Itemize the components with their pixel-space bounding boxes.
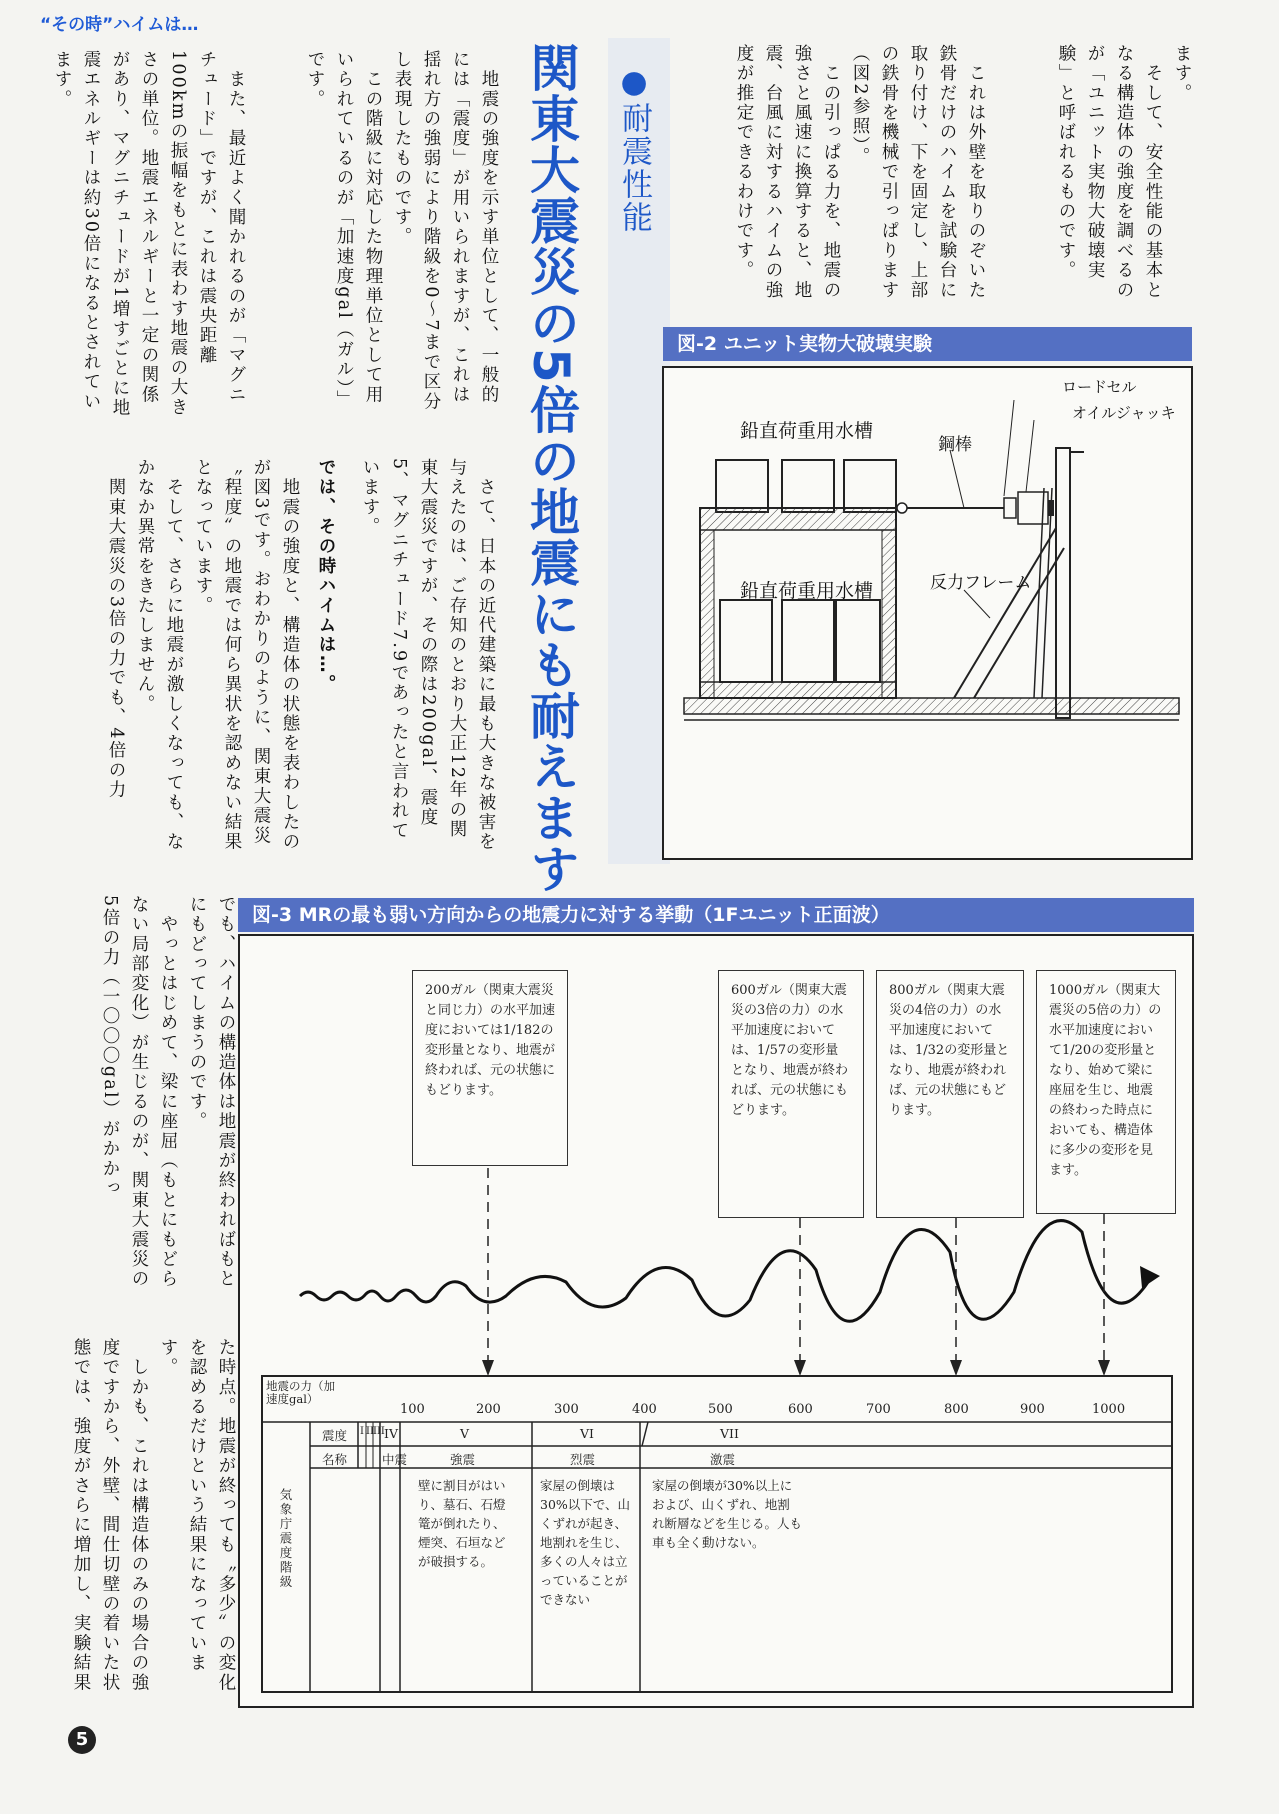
- name-vi: 烈震: [570, 1452, 596, 1467]
- intensity-vii: VII: [720, 1426, 739, 1441]
- body-column-2: これは外壁を取りのぞいた鉄骨だけのハイムを試験台に取り付け、下を固定し、上部の鉄骨を機械で引っぱります（図2参照）。 この引っぱる力を、地震の強さと風速に換算すると、地震、台風に対するハイムの強度が推定できるわけです。: [734, 44, 986, 301]
- body-column-4: また、最近よく聞かれるのが「マグニチュード」ですが、これは震央距離100kmの振幅をもとに表わす地震の大きさの単位。地震エネルギーと一定の関係があり、マグニチュードが1増すごとに地震エネルギーは約30倍になるとされています。: [52, 50, 246, 418]
- figure3-diagram: [238, 934, 1194, 1708]
- label-steel-bar: 鋼棒: [938, 435, 972, 455]
- scale-700: 700: [866, 1402, 891, 1417]
- page-number: 5: [68, 1726, 96, 1754]
- figure2-title: 図-2 ユニット実物大破壊実験: [663, 327, 1192, 361]
- body-column-8: た時点。地震が終っても〝多少〟の変化を認めるだけという結果になっています。 しかも、これは構造体のみの場合の強度ですから、外壁、間仕切壁の着いた状態では、強度がさらに増加し、実験結果: [71, 1338, 236, 1693]
- scale-1000: 1000: [1092, 1402, 1126, 1417]
- body-column-5-bold: では、その時ハイムは…。: [316, 458, 336, 695]
- scale-300: 300: [554, 1402, 579, 1417]
- scale-500: 500: [708, 1402, 733, 1417]
- scale-200: 200: [476, 1402, 501, 1417]
- seismic-wave: [300, 1221, 1148, 1322]
- force-label: 地震の力（加速度gal）: [266, 1379, 335, 1406]
- label-load-cell: ロードセル: [1062, 378, 1137, 396]
- agency-label: 気象庁震度階級: [278, 1488, 293, 1590]
- name-v: 強震: [450, 1452, 476, 1467]
- caption-200gal: 200ガル（関東大震災と同じ力）の水平加速度においては1/182の変形量となり、地震が終われば、元の状態にもどります。: [412, 970, 568, 1166]
- body-column-1: ます。 そして、安全性能の基本となる構造体の強度を調べるのが「ユニット実物大破壊実験」と呼ばれるものです。: [1056, 44, 1192, 301]
- name-vii: 激震: [710, 1452, 736, 1467]
- intensity-iii: III: [373, 1426, 385, 1437]
- intensity-iv: IV: [384, 1426, 398, 1441]
- running-head: “その時”ハイムは…: [40, 15, 199, 35]
- body-column-6: 地震の強度と、構造体の状態を表わしたのが図3です。おわかりのように、関東大震災〝程度〟の地震では何ら異状を認めない結果となっています。 そして、さらに地震が激しくなっても、なかなか異常をきたしません。 関東大震災の3倍の力でも、4倍の力: [106, 458, 300, 852]
- intensity-vi: VI: [580, 1426, 594, 1441]
- name-iv: 中震: [382, 1452, 408, 1467]
- caption-1000gal: 1000ガル（関東大震災の5倍の力）の水平加速度において1/20の変形量となり、始めて梁に座屈を生じ、地震の終わった時点においても、構造体に多少の変形を見ます。: [1036, 970, 1176, 1214]
- intensity-v: V: [460, 1426, 470, 1441]
- body-column-5: さて、日本の近代建築に最も大きな被害を与えたのは、ご存知のとおり大正12年の関東大震災ですが、その際は200gal、震度5、マグニチュード7.9であったと言われています。: [360, 458, 496, 852]
- label-oil-jack: オイルジャッキ: [1072, 404, 1176, 422]
- body-column-7: でも、ハイムの構造体は地震が終わればもとにもどってしまうのです。 やっとはじめて、梁に座屈（もとにもどらない局部変化）が生じるのが、関東大震災の5倍の力（一〇〇〇gal）がかかっ: [100, 895, 236, 1289]
- intensity-ii: II: [366, 1426, 374, 1437]
- scale-900: 900: [1020, 1402, 1045, 1417]
- scale-100: 100: [400, 1402, 425, 1417]
- description-vi: 家屋の倒壊は30%以下で、山くずれが起き、地割れを生じ、多くの人々は立っていることができない: [540, 1478, 631, 1607]
- name-label: 名称: [322, 1452, 348, 1467]
- intensity-i: I: [360, 1426, 364, 1437]
- scale-800: 800: [944, 1402, 969, 1417]
- label-tank-top: 鉛直荷重用水槽: [740, 420, 874, 442]
- body-column-3: 地震の強度を示す単位として、一般的には「震度」が用いられますが、これは揺れ方の強弱により階級を0～7まで区分し表現したものです。 この階級に対応した物理単位として用いられているのが「加速度gal（ガル）」です。: [305, 50, 499, 412]
- caption-800gal: 800ガル（関東大震災の4倍の力）の水平加速度においては、1/32の変形量となり、地震が終われば、元の状態にもどります。: [876, 970, 1024, 1218]
- section-subtitle: ●耐震性能: [616, 64, 652, 234]
- scale-600: 600: [788, 1402, 813, 1417]
- figure3-title: 図-3 MRの最も弱い方向からの地震力に対する挙動（1Fユニット正面波）: [238, 898, 1194, 932]
- scale-400: 400: [632, 1402, 657, 1417]
- caption-600gal: 600ガル（関東大震災の3倍の力）の水平加速度においては、1/57の変形量となり、地震が終われば、元の状態にもどります。: [718, 970, 864, 1218]
- label-reaction-frame: 反力フレーム: [930, 573, 1032, 593]
- label-tank-bottom: 鉛直荷重用水槽: [740, 580, 874, 602]
- description-vii: 家屋の倒壊が30%以上におよび、山くずれ、地割れ断層などを生じる。人も車も全く動けない。: [652, 1478, 803, 1550]
- section-title: 関東大震災の5倍の地震にも耐えます: [522, 42, 580, 894]
- intensity-label: 震度: [322, 1428, 348, 1443]
- description-v: 壁に割目がはいり、墓石、石燈篭が倒れたり、煙突、石垣などが破損する。: [418, 1478, 506, 1569]
- figure2-diagram: [662, 366, 1193, 860]
